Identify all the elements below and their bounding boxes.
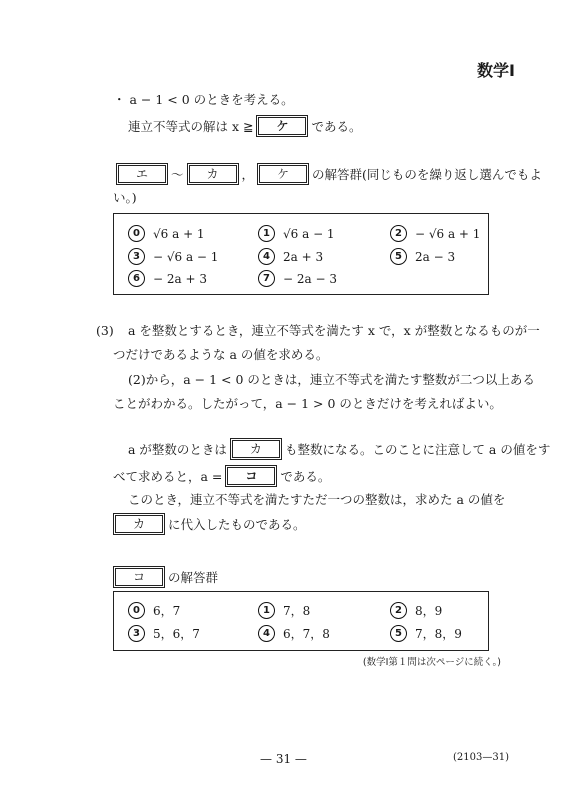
part3-sentence3: このとき，連立不等式を満たすただ一つの整数は，求めた a の値を [128,492,506,507]
choice-4[interactable] [258,248,323,265]
choice-text: 6，7，8 [283,627,330,641]
answer-group-desc-cont: い。) [113,190,137,205]
answer-box-label: コ [115,568,163,586]
choice-6[interactable] [128,270,207,287]
choice-number: 0 [128,602,145,619]
answer-box-label: カ [189,165,237,183]
choice-number: 0 [128,225,145,242]
choice-text: 5，6，7 [153,627,200,641]
part3-line3: (2)から，a − 1 < 0 のときは，連立不等式を満たす整数が二つ以上ある [128,372,535,387]
choice-text: 7，8 [283,604,311,618]
choice-text: − √6 a − 1 [153,249,219,264]
choice-text: 2a + 3 [283,249,324,264]
part3-sentence2 [113,465,330,487]
choice-text: 8，9 [415,604,443,618]
part3-line2: つだけであるような a の値を求める。 [113,347,329,362]
choice-number: 4 [258,248,275,265]
choice-number: 4 [258,625,275,642]
solution-line [128,115,362,137]
case-bullet: ・ a − 1 < 0 のときを考える。 [113,92,294,107]
choice-text: √6 a − 1 [283,226,335,241]
solution-suffix: である。 [311,119,362,134]
solution-prefix: 連立不等式の解は x ≧ [128,119,254,134]
choice-number: 6 [128,270,145,287]
s4-suffix: に代入したものである。 [168,517,306,532]
answer-box-ke-2[interactable] [257,163,309,185]
choice-text: 2a − 3 [415,249,456,264]
answer-box-label: ケ [258,117,306,135]
page-number: — 31 — [260,752,307,766]
answer-box-label: エ [118,165,166,183]
answer-box-label: ケ [259,165,307,183]
s1-suffix: も整数になる。このことに注意して a の値をす [284,442,551,457]
choice-number: 3 [128,248,145,265]
part3-sentence1 [128,438,550,460]
choice-number: 2 [390,225,407,242]
part-label: (3) [96,323,114,338]
choice-text: − √6 a + 1 [415,226,481,241]
choice-3[interactable] [128,625,200,642]
tilde: 〜 [171,167,184,182]
continuation-note: (数学Ⅰ第１問は次ページに続く。) [362,657,501,668]
choice-4[interactable] [258,625,330,642]
answer-group-desc: の解答群(同じものを繰り返し選んでもよ [312,167,542,182]
choice-text: √6 a + 1 [153,226,205,241]
answer-box-label: カ [232,440,280,458]
part3-sentence4 [113,513,306,535]
choice-number: 7 [258,270,275,287]
answer-group-2-header [113,566,218,588]
answer-box-ka[interactable] [187,163,239,185]
answer-box-e[interactable] [116,163,168,185]
s1-prefix: a が整数のときは [128,442,227,457]
choice-text: − 2a + 3 [153,271,207,286]
choice-number: 5 [390,248,407,265]
choice-7[interactable] [258,270,337,287]
comma: ， [241,167,255,182]
choice-text: − 2a − 3 [283,271,337,286]
choices-box-2 [113,591,489,651]
choice-number: 2 [390,602,407,619]
answer-box-ka-ref[interactable] [230,438,282,460]
choice-number: 5 [390,625,407,642]
answer-box-ka-ref-2[interactable] [113,513,165,535]
choice-5[interactable] [390,248,455,265]
choice-0[interactable] [128,225,205,242]
choice-2[interactable] [390,225,480,242]
choice-3[interactable] [128,248,218,265]
subject-title: 数学Ⅰ [477,61,515,80]
choice-2[interactable] [390,602,442,619]
choice-1[interactable] [258,602,310,619]
choice-1[interactable] [258,225,335,242]
choice-text: 6，7 [153,604,181,618]
choice-number: 1 [258,602,275,619]
answer-group-2-desc: の解答群 [168,570,219,585]
choice-0[interactable] [128,602,180,619]
answer-box-label: カ [115,515,163,533]
answer-box-label: コ [227,467,275,485]
page-code: (2103—31) [453,752,509,763]
answer-box-ko-2[interactable] [113,566,165,588]
answer-group-1-header [113,163,542,185]
choice-number: 1 [258,225,275,242]
choice-number: 3 [128,625,145,642]
choice-5[interactable] [390,625,462,642]
s2-prefix: べて求めると，a = [113,469,223,484]
s2-suffix: である。 [280,469,331,484]
answer-box-ke[interactable] [256,115,308,137]
part3-line4: ことがわかる。したがって，a − 1 > 0 のときだけを考えればよい。 [113,396,502,411]
choice-text: 7，8，9 [415,627,462,641]
answer-box-ko[interactable] [225,465,277,487]
part3-line1: a を整数とするとき，連立不等式を満たす x で，x が整数となるものが一 [128,323,540,338]
